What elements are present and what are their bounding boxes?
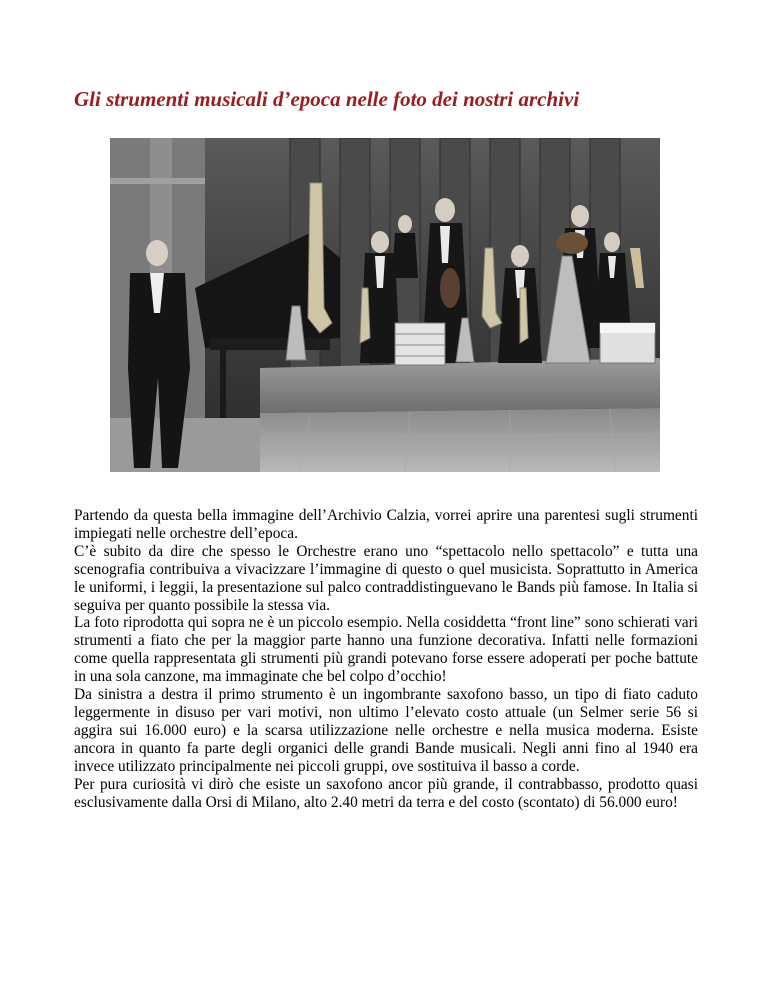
orchestra-photo: [110, 138, 660, 472]
page-title: Gli strumenti musicali d’epoca nelle foto dei nostri archivi: [74, 87, 580, 111]
article-body: [74, 507, 698, 811]
photo-icon: [110, 138, 660, 472]
paragraph: C’è subito da dire che spesso le Orchestre erano uno “spettacolo nello spettacolo” e tutta una scenografia contribuiva a vivacizzare l’immagine di questo o quel musicista. Soprattutto in America le uniformi, i leggii, la presentazione sul palco contraddistinguevano le Bands più famose. In Italia si seguiva per quanto possibile la stessa via.: [74, 542, 698, 614]
paragraph: Da sinistra a destra il primo strumento è un ingombrante saxofono basso, un tipo di fiato caduto leggermente in disuso per vari motivi, non ultimo l’elevato costo attuale (un Selmer serie 56 si aggira sui 16.000 euro) e la scarsa utilizzazione nelle orchestre e nella musica moderna. Esiste ancora in quanto fa parte degli organici delle grandi Bande musicali. Negli anni fino al 1940 era invece utilizzato principalmente nei piccoli gruppi, ove sostituiva il basso a corde.: [74, 686, 698, 775]
paragraph: Per pura curiosità vi dirò che esiste un saxofono ancor più grande, il contrabbasso, prodotto quasi esclusivamente dalla Orsi di Milano, alto 2.40 metri da terra e del costo (scontato) di 56.000 euro!: [74, 775, 698, 811]
paragraph: Partendo da questa bella immagine dell’Archivio Calzia, vorrei aprire una parentesi sugli strumenti impiegati nelle orchestre dell’epoca.: [74, 507, 698, 542]
paragraph: La foto riprodotta qui sopra ne è un piccolo esempio. Nella cosiddetta “front line” sono schierati vari strumenti a fiato che per la maggior parte hanno una funzione decorativa. Infatti nelle formazioni come quella rappresentata gli strumenti più grandi potevano forse essere adoperati per poche battute in una sola canzone, ma immaginate che bel colpo d’occhio!: [74, 614, 698, 686]
